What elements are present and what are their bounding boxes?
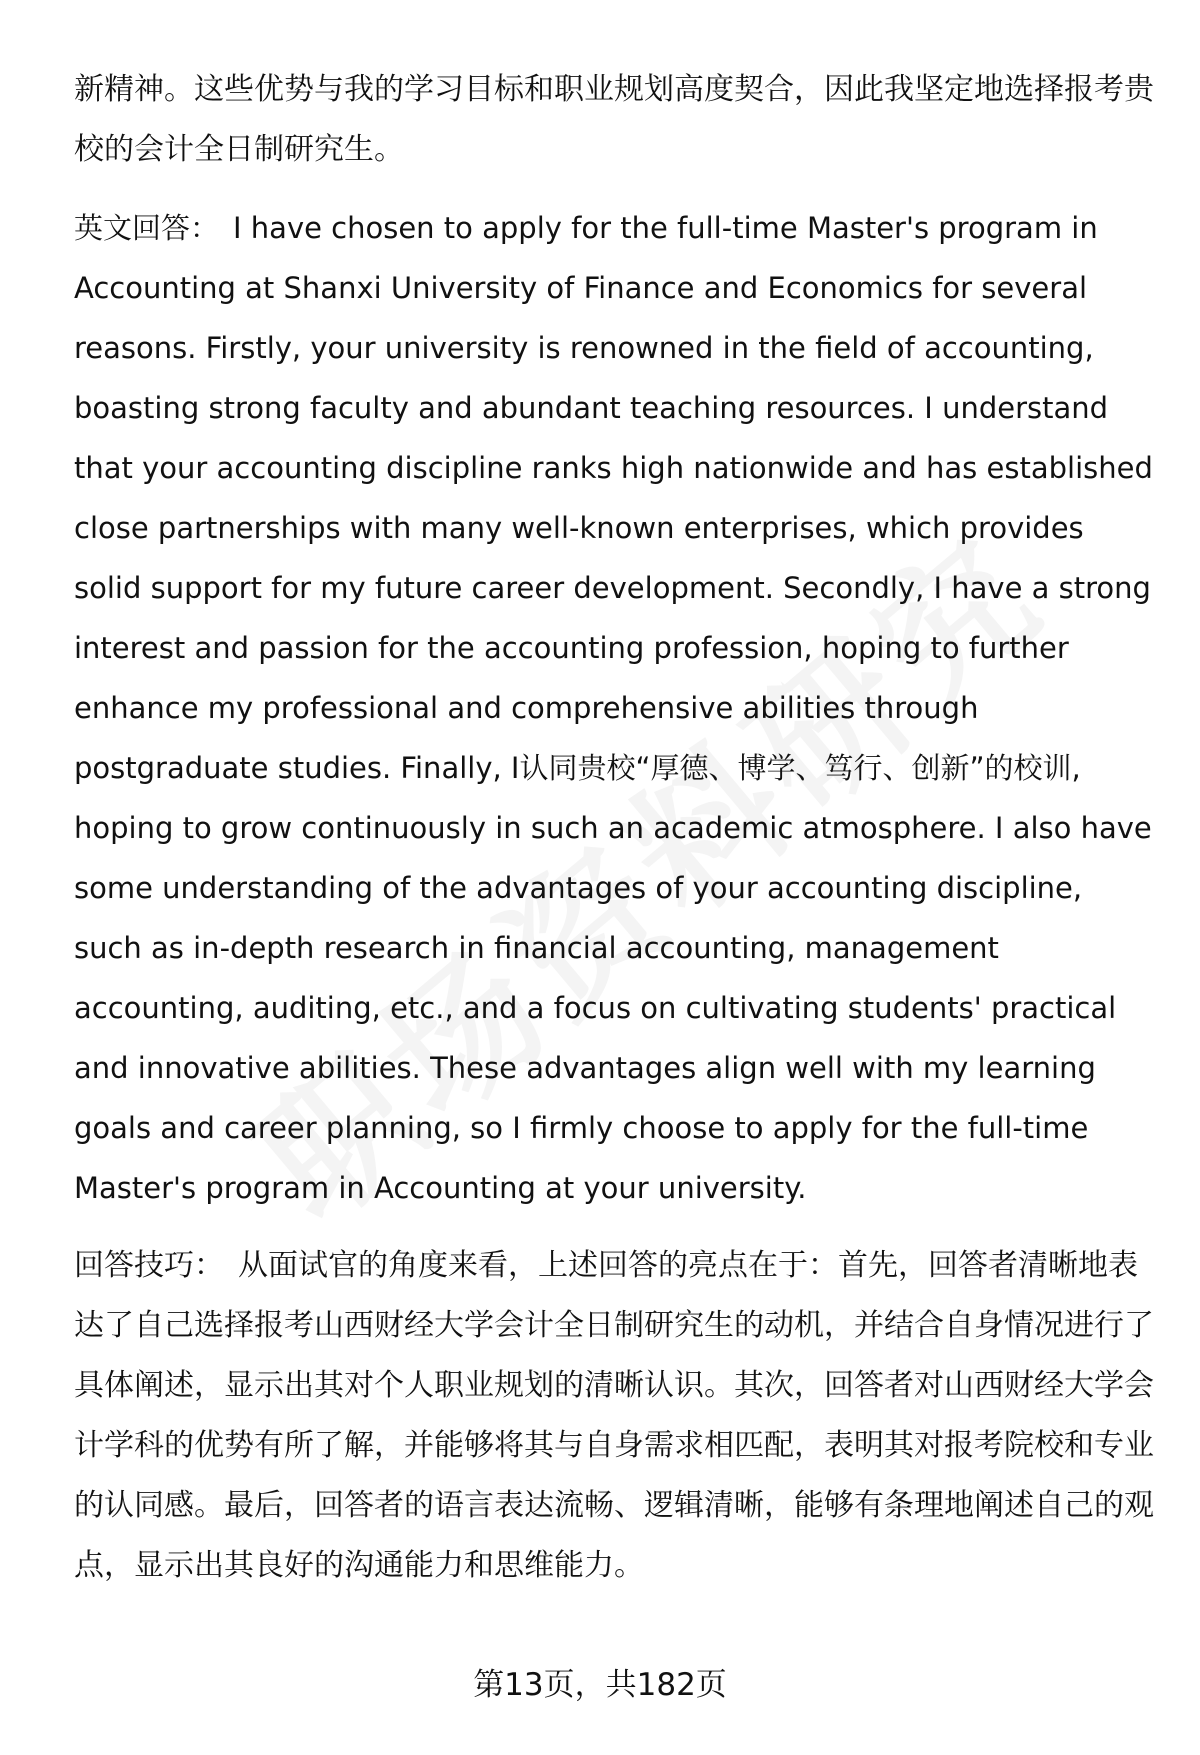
paragraph-intro-tail: 新精神。这些优势与我的学习目标和职业规划高度契合，因此我坚定地选择报考贵校的会计全日制研究生。 [74,72,1154,167]
paragraph-english-answer [74,198,1154,1218]
english-answer-label: 英文回答： [74,211,220,245]
answer-tips-text: 从面试官的角度来看，上述回答的亮点在于：首先，回答者清晰地表达了自己选择报考山西财经大学会计全日制研究生的动机，并结合自身情况进行了具体阐述，显示出其对个人职业规划的清晰认识。其次，回答者对山西财经大学会计学科的优势有所了解，并能够将其与自身需求相匹配，表明其对报考院校和专业的认同感。最后，回答者的语言表达流畅、逻辑清晰，能够有条理地阐述自己的观点，显示出其良好的沟通能力和思维能力。 [74,1248,1154,1583]
paragraph-answer-tips [74,1236,1154,1596]
document-body [74,60,1154,1596]
answer-tips-label: 回答技巧： [74,1248,224,1283]
english-answer-text: I have chosen to apply for the full-time Master's program in Accounting at Shanxi University of Finance and Economics for several reasons. Firstly, your university is renowned in the field of accounting, boasting strong faculty and abundant teaching resources. I understand that your accounting discipline ranks high nationwide and has established close partnerships with many well-known enterprises, which provides solid support for my future career development. Secondly, I have a strong interest and passion for the accounting profession, hoping to further enhance my professional and comprehensive abilities through postgraduate studies. Finally, I认同贵校“厚德、博学、笃行、创新”的校训, hoping to grow continuously in such an academic atmosphere. I also have some understanding of the advantages of your accounting discipline, such as in-depth research in financial accounting, management accounting, auditing, etc., and a focus on cultivating students' practical and innovative abilities. These advantages align well with my learning goals and career planning, so I firmly choose to apply for the full-time Master's program in Accounting at your university. [74,211,1153,1205]
page-number-footer: 第13页，共182页 [473,1667,727,1703]
